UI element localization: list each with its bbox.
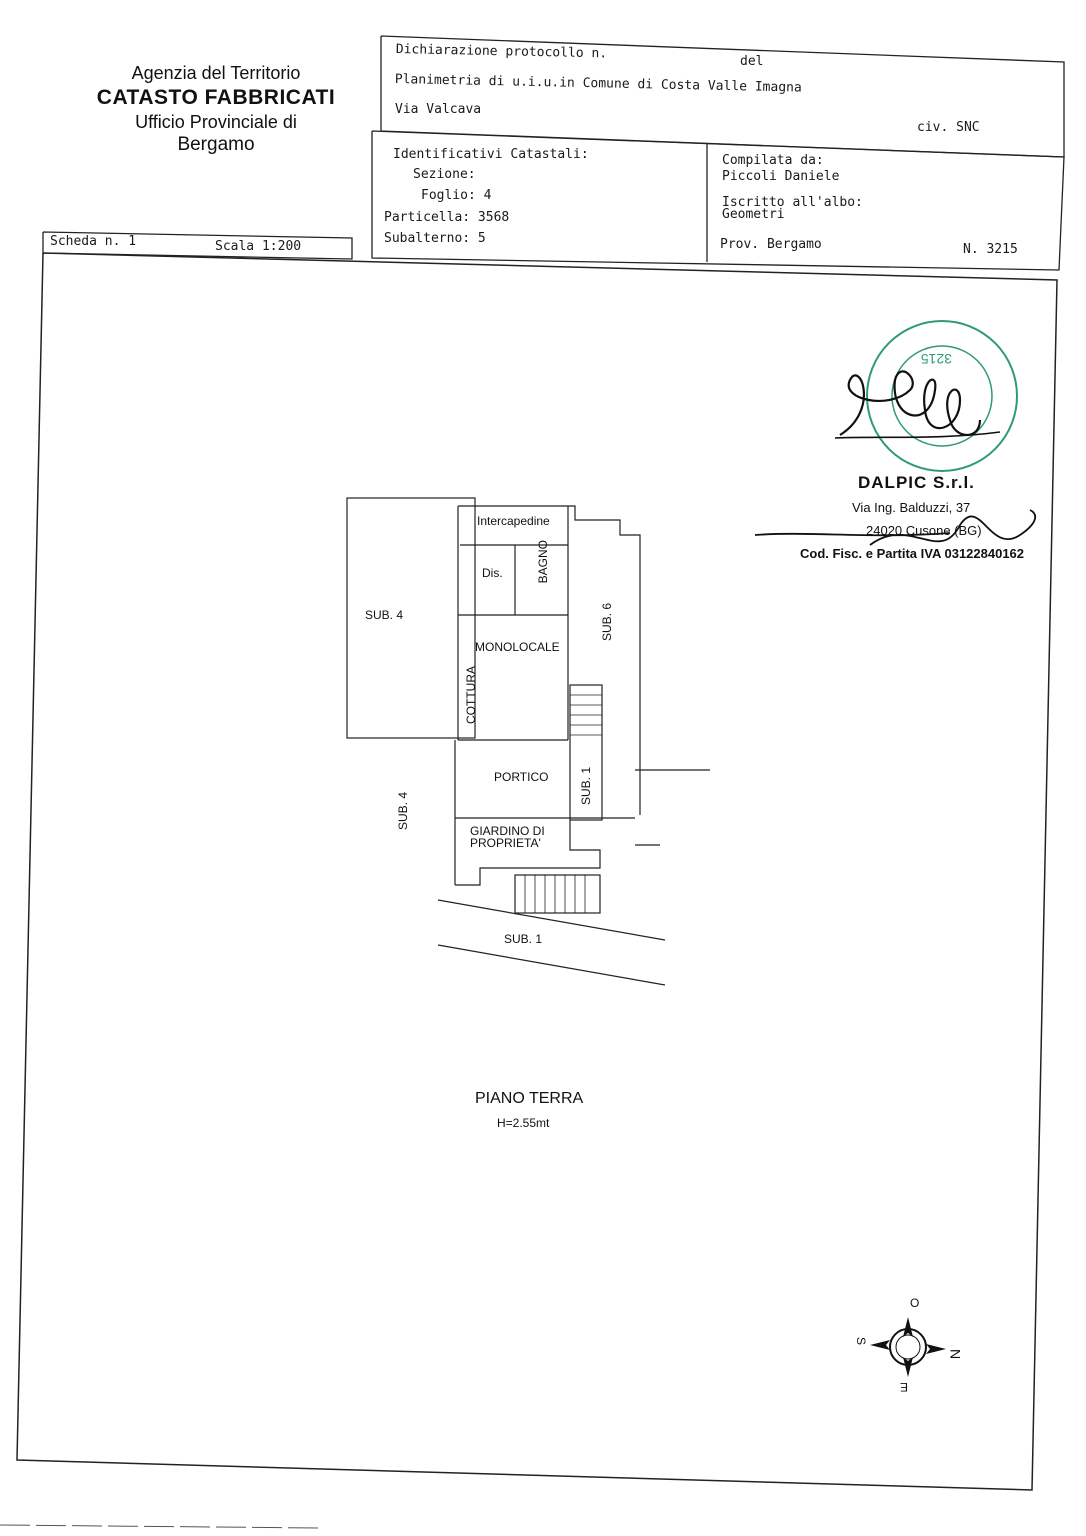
albo-text: Geometri (722, 207, 785, 222)
signature-scribble (840, 371, 980, 435)
floor-plan (330, 490, 730, 990)
compilata-label: Compilata da: (722, 153, 824, 168)
label-sub4-vertical: SUB. 4 (396, 792, 410, 831)
label-dis: Dis. (482, 566, 503, 580)
protocol-label: Dichiarazione protocollo n. (395, 42, 608, 62)
identificativi-title: Identificativi Catastali: (393, 147, 589, 162)
label-giardino-2: PROPRIETA' (470, 836, 541, 850)
label-cottura: COTTURA (464, 666, 478, 724)
agency-name: Agenzia del Territorio (131, 63, 301, 83)
scheda-number: Scheda n. 1 (50, 234, 137, 249)
floor-title: PIANO TERRA (475, 1090, 584, 1107)
agency-office: Ufficio Provinciale di (135, 111, 297, 132)
stair-treads (570, 695, 602, 735)
road-line-1 (438, 900, 665, 940)
particella-text: Particella: 3568 (384, 210, 510, 225)
scala-text: Scala 1:200 (215, 239, 302, 254)
second-signature (750, 495, 1050, 575)
label-sub1-vertical: SUB. 1 (579, 767, 593, 806)
compilata-name: Piccoli Daniele (722, 169, 840, 184)
scan-edge-line (0, 1525, 320, 1528)
agency-city: Bergamo (177, 134, 255, 156)
agency-catasto: CATASTO FABBRICATI (96, 85, 336, 109)
label-sub6: SUB. 6 (600, 603, 614, 642)
label-giardino-1: GIARDINO DI (470, 824, 545, 838)
stamp-outer-ring (867, 321, 1017, 471)
civico-text: civ. SNC (917, 120, 980, 135)
numero-albo: N. 3215 (963, 242, 1018, 257)
subalterno-text: Subalterno: 5 (384, 231, 486, 246)
stamp-address-2: 24020 Cusone (BG) (866, 523, 982, 538)
compass-s: S (854, 1336, 869, 1346)
external-stair-treads (525, 875, 585, 913)
sezione-text: Sezione: (413, 167, 476, 182)
protocol-del: del (740, 54, 764, 69)
foglio-text: Foglio: 4 (421, 188, 492, 203)
label-monolocale: MONOLOCALE (475, 640, 560, 654)
label-portico: PORTICO (494, 770, 549, 784)
stamp-company: DALPIC S.r.l. (858, 473, 975, 492)
compass-n: N (947, 1348, 964, 1360)
planimetria-text: Planimetria di u.i.u.in Comune di Costa Valle Imagna (394, 72, 802, 96)
stamp-fiscal: Cod. Fisc. e Partita IVA 03122840162 (800, 546, 1025, 561)
label-sub4-left: SUB. 4 (365, 608, 404, 622)
via-text: Via Valcava (395, 102, 482, 117)
stamp-address-1: Via Ing. Balduzzi, 37 (852, 500, 971, 515)
floor-height: H=2.55mt (497, 1116, 550, 1130)
provincia-text: Prov. Bergamo (720, 237, 822, 252)
compass-o: O (910, 1296, 920, 1310)
compass-e: E (900, 1380, 909, 1394)
label-intercapedine: Intercapedine (477, 514, 550, 528)
label-sub1-bottom: SUB. 1 (504, 932, 543, 946)
stamp-number: 3215 (920, 351, 952, 367)
iscritto-label: Iscritto all'albo: (722, 195, 863, 210)
label-bagno: BAGNO (536, 540, 550, 584)
external-stairs (515, 875, 600, 913)
road-line-2 (438, 945, 665, 985)
